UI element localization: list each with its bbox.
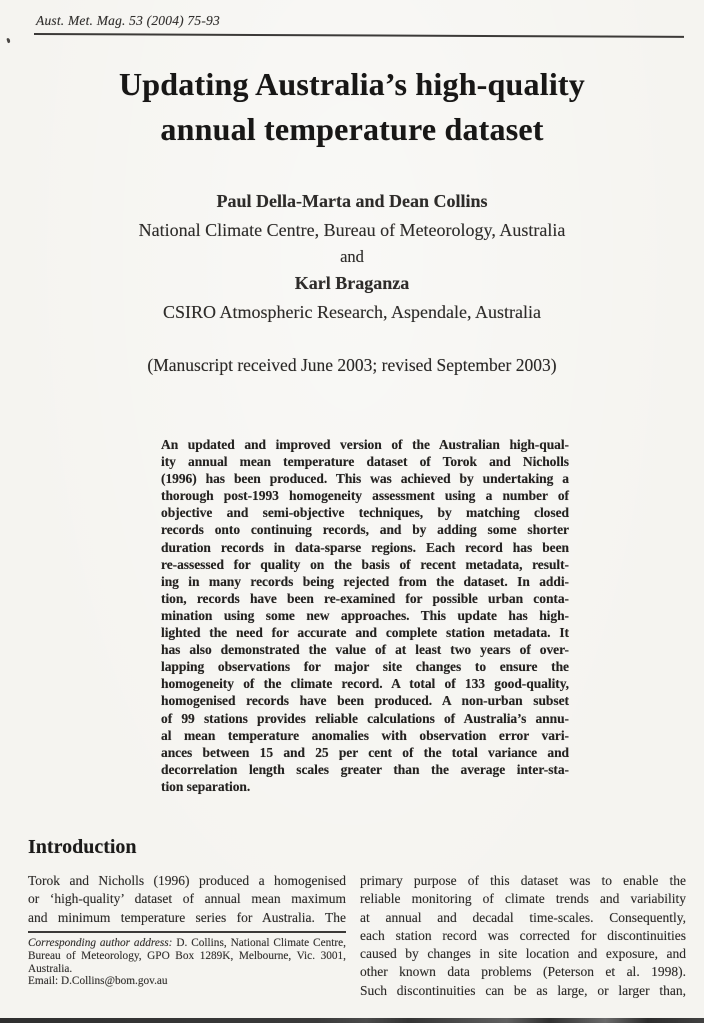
affiliation-1: National Climate Centre, Bureau of Meteorology, Australia (138, 220, 566, 240)
footnote-rule (28, 931, 346, 933)
text-line: primary purpose of this dataset was to enable the (360, 873, 686, 888)
text-line: thorough post-1993 homogeneity assessment using a number of (161, 488, 569, 504)
text-line: has also demonstrated the value of at least two years of over- (161, 642, 569, 658)
text-line: each station record was corrected for discontinuities (360, 927, 686, 943)
footnote-email: Email: D.Collins@bom.gov.au (28, 975, 168, 988)
byline-authors-1: Paul Della-Marta and Dean Collins (216, 191, 488, 211)
text-line: decorrelation length scales greater than the average inter-sta- (161, 761, 569, 777)
text-line: other known data problems (Peterson et al. 1998). (360, 964, 686, 980)
journal-header: Aust. Met. Mag. 53 (2004) 75-93 (36, 13, 220, 28)
intro-right-column (360, 872, 686, 1000)
text-line: lighted the need for accurate and complete station metadata. It (161, 625, 569, 641)
text-line: ing in many records being rejected from the dataset. In addi- (161, 573, 569, 589)
affiliation-2: CSIRO Atmospheric Research, Aspendale, Australia (163, 302, 541, 322)
text-line: An updated and improved version of the Australian high-qual- (161, 437, 569, 452)
text-line: mination using some new approaches. This update has high- (161, 607, 569, 623)
intro-left-column (28, 872, 346, 927)
text-line: caused by changes in site location and exposure, and (360, 946, 686, 962)
scan-artifact (6, 38, 10, 44)
corresponding-author-footnote (28, 937, 346, 988)
text-line: reliable monitoring of climate trends and variability (360, 891, 686, 907)
text-line: duration records in data-sparse regions. Each record has been (161, 539, 569, 555)
text-line: (1996) has been produced. This was achieved by undertaking a (161, 471, 569, 487)
text-line: lapping observations for major site changes to ensure the (161, 659, 569, 675)
text-line: or ‘high-quality’ dataset of annual mean maximum (28, 891, 346, 907)
paper-title-line-2: annual temperature dataset (160, 111, 544, 147)
text-line: Torok and Nicholls (1996) produced a homogenised (28, 873, 346, 888)
text-line: homogenised records have been produced. A non-urban subset (161, 693, 569, 709)
introduction-heading: Introduction (28, 836, 137, 858)
manuscript-note: (Manuscript received June 2003; revised September 2003) (147, 355, 557, 375)
text-line: tion separation. (161, 778, 251, 794)
text-line: at annual and decadal time-scales. Consequently, (360, 909, 686, 925)
text-line: ances between 15 and 25 per cent of the total variance and (161, 744, 569, 760)
text-line: homogeneity of the climate record. A total of 133 good-quality, (161, 676, 569, 692)
page-bottom-scan-edge (0, 1018, 704, 1023)
text-line: tion, records have been re-examined for possible urban conta- (161, 590, 569, 606)
text-line: al mean temperature anomalies with observation error vari- (161, 727, 569, 743)
text-line: objective and semi-objective techniques, by matching closed (161, 505, 569, 521)
footnote-label: Corresponding author address: (28, 937, 173, 949)
text-line: and minimum temperature series for Australia. The (28, 909, 346, 925)
header-rule (34, 33, 684, 38)
footnote-line-1-rest: D. Collins, National Climate Centre, (172, 937, 346, 949)
footnote-line-1 (28, 937, 346, 950)
footnote-line-2: Bureau of Meteorology, GPO Box 1289K, Melbourne, Vic. 3001, (28, 949, 346, 962)
text-line: Such discontinuities can be as large, or larger than, (360, 982, 686, 998)
abstract (161, 436, 569, 795)
byline-connector: and (340, 247, 364, 266)
paper-title-line-1: Updating Australia’s high-quality (119, 66, 585, 102)
text-line: of 99 stations provides reliable calculations of Australia’s annu- (161, 710, 569, 726)
text-line: records onto continuing records, and by adding some shorter (161, 522, 569, 538)
paper-title (0, 62, 704, 152)
footnote-line-3: Australia. (28, 962, 73, 975)
byline-authors-2: Karl Braganza (294, 273, 410, 293)
text-line: ity annual mean temperature dataset of Torok and Nicholls (161, 454, 569, 470)
text-line: re-assessed for quality on the basis of recent metadata, result- (161, 556, 569, 572)
